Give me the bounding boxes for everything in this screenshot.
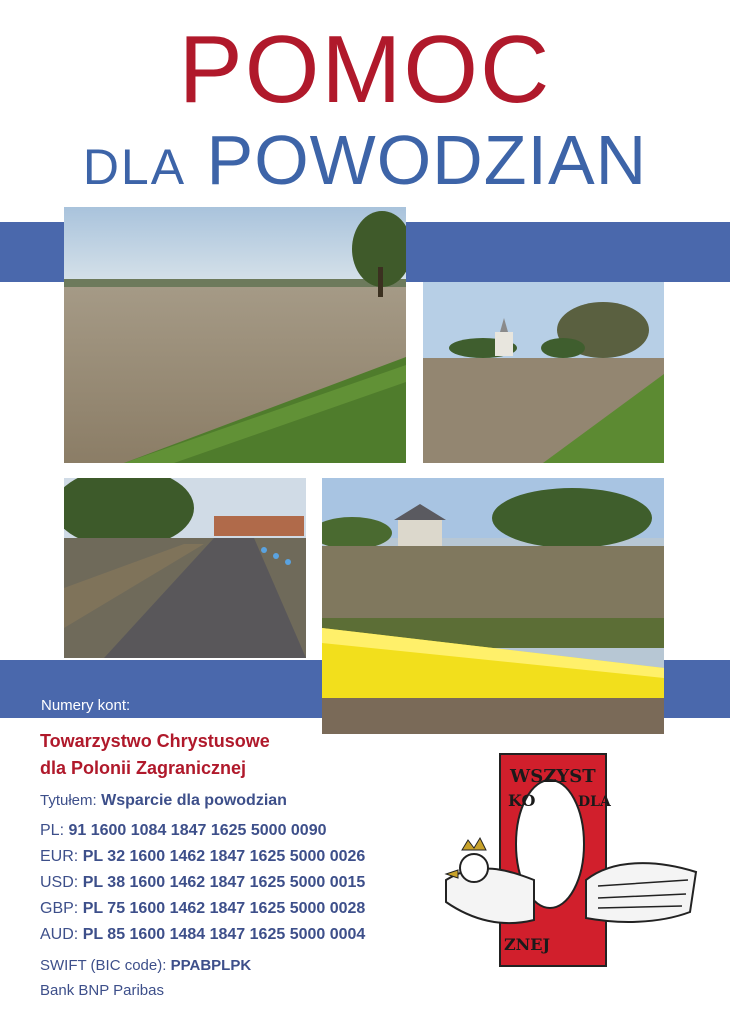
transfer-title-row — [40, 792, 287, 810]
bank-name: Bank BNP Paribas — [40, 982, 164, 999]
society-of-christ-emblem — [438, 752, 700, 970]
flooded-street-photo — [64, 478, 306, 658]
account-row-pl — [40, 822, 327, 840]
account-row-aud — [40, 926, 365, 944]
account-row-gbp — [40, 900, 365, 918]
flooded-houses-with-yellow-barrier-photo — [322, 478, 664, 734]
transfer-title-label: Tytułem: — [40, 792, 97, 809]
account-row-eur — [40, 848, 365, 866]
blue-band-top-left — [0, 222, 64, 282]
blue-band-top-right — [406, 222, 730, 282]
svg-text:WSZYST: WSZYST — [510, 766, 596, 787]
account-label: EUR: — [40, 848, 79, 865]
swift-row — [40, 957, 251, 974]
org-name-line1: Towarzystwo Chrystusowe — [40, 731, 270, 751]
swift-label: SWIFT (BIC code): — [40, 957, 167, 974]
account-row-usd — [40, 874, 365, 892]
accounts-heading: Numery kont: — [41, 697, 131, 714]
svg-text:KO: KO — [508, 791, 536, 810]
title-powodzian: POWODZIAN — [206, 121, 648, 199]
blue-band-bottom-right — [664, 660, 730, 718]
svg-text:DLA: DLA — [578, 794, 611, 810]
account-number[interactable]: 91 1600 1084 1847 1625 5000 0090 — [68, 822, 327, 839]
title-dla-powodzian — [0, 121, 730, 203]
flooded-field-photo — [64, 207, 406, 463]
account-label: GBP: — [40, 900, 79, 917]
title-dla: DLA — [82, 139, 187, 195]
account-label: AUD: — [40, 926, 79, 943]
transfer-title-value: Wsparcie dla powodzian — [101, 792, 287, 809]
account-number[interactable]: PL 32 1600 1462 1847 1625 5000 0026 — [82, 848, 366, 865]
account-number[interactable]: PL 38 1600 1462 1847 1625 5000 0015 — [82, 874, 366, 891]
org-name-line2: dla Polonii Zagranicznej — [40, 758, 247, 778]
swift-value[interactable]: PPABPLPK — [170, 957, 252, 974]
title-pomoc: POMOC — [178, 16, 552, 123]
account-number[interactable]: PL 75 1600 1462 1847 1625 5000 0028 — [82, 900, 366, 917]
flooded-church-village-photo — [423, 282, 664, 463]
account-label: PL: — [40, 822, 65, 839]
account-label: USD: — [40, 874, 79, 891]
svg-text:ZNEJ: ZNEJ — [504, 935, 551, 954]
account-number[interactable]: PL 85 1600 1484 1847 1625 5000 0004 — [82, 926, 366, 943]
